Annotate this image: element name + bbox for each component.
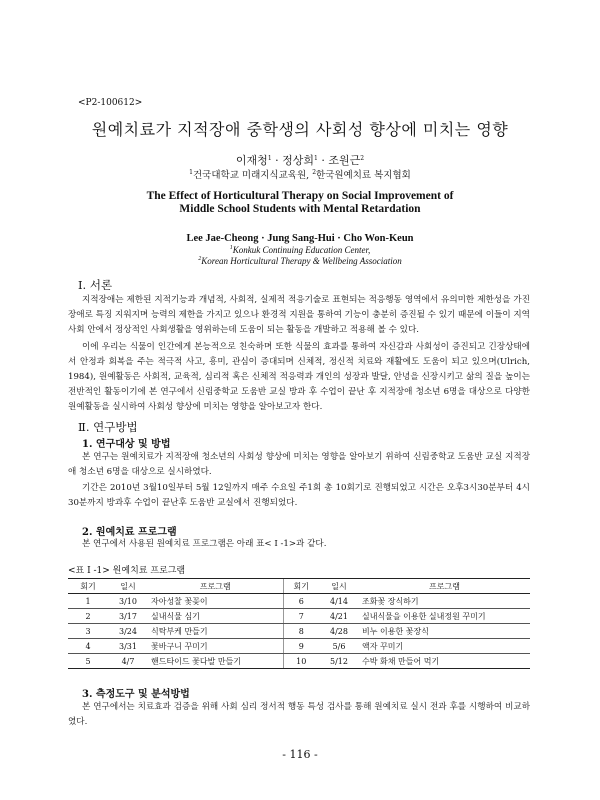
table-cell: 7: [283, 609, 319, 624]
table-cell: 4: [68, 639, 108, 654]
table-cell: 비누 이용한 꽃장식: [359, 624, 530, 639]
table-cell: 핸드타이드 꽃다발 만들기: [148, 654, 283, 669]
author-name: 정상희: [282, 154, 315, 167]
affil-sup: 1: [189, 169, 193, 176]
affil-text: Konkuk Continuing Education Center,: [232, 245, 371, 255]
table-cell: 9: [283, 639, 319, 654]
table-cell: 3/10: [108, 594, 148, 609]
program-table: [68, 578, 530, 669]
table-cell: 4/14: [319, 594, 359, 609]
affil-text: 건국대학교 미래지식교육원,: [193, 170, 313, 181]
table-row: [68, 624, 530, 639]
affil-sup: 2: [312, 169, 317, 176]
table-cell: 수박 화채 만들어 먹기: [359, 654, 530, 669]
korean-authors: 이재청$^1$ · 정상희$^1$ · 조원근$^2$: [235, 154, 365, 167]
page-number: - 116 -: [282, 748, 318, 761]
table-row: [68, 639, 530, 654]
author-name: 이재청: [235, 154, 268, 167]
table-cell: 3/31: [108, 639, 148, 654]
table-cell: 8: [283, 624, 319, 639]
table-row: [68, 594, 530, 609]
table-cell: 4/21: [319, 609, 359, 624]
author-sup: 2: [360, 155, 365, 162]
table-cell: 1: [68, 594, 108, 609]
table-header-row: [68, 579, 530, 594]
korean-affiliations: [0, 167, 600, 181]
english-authors: Lee Jae-Cheong · Jung Sang-Hui · Cho Won-Keun: [186, 233, 414, 244]
affil-sup: 2: [198, 256, 202, 262]
subsection-heading-measurement: 3. 측정도구 및 분석방법: [82, 689, 190, 700]
table-header-cell: 일시: [108, 579, 148, 594]
table-cell: 꽃바구니 꾸미기: [148, 639, 283, 654]
intro-paragraph-1: 지적장애는 제한된 지적기능과 개념적, 사회적, 실제적 적응기술로 표현되는 적응행동 영역에서 유의미한 제한성을 가진 장애로 특징 지워지며 능력의 제한을 가지고 있으나 환경적 지원을 통하여 기능이 충분히 증진될 수 있기 때문에 이들이 지역사회 안에서 정상적인 사회생활을 영위하는데 도움이 되는 활동을 개발하고 적용해 볼 수 있다.: [68, 295, 530, 335]
intro-paragraph-2: 이에 우리는 식물이 인간에게 본능적으로 친숙하며 또한 식물의 효과를 통하여 자신감과 사회성이 증진되고 긴장상태에서 안정과 회복을 주는 적극적 사고, 흥미, 관심이 증대되며 신체적, 정신적 치료와 재활에도 도움이 되고 있으며(Ulrich, 1984), 원예활동은 사회적, 교육적, 심리적 혹은 신체적 적응력과 개인의 성장과 발달, 안녕을 신장시키고 삶의 질을 높이는 전반적인 활동이기에 본 연구에서 신림중학교 도움반 교실 방과 후 수업이 끝난 후 지적장애 청소년 6명을 대상으로 다양한 원예활동을 실시하여 사회성 향상에 미치는 영향을 알아보고자 한다.: [68, 342, 530, 412]
subsection-heading-subjects: 1. 연구대상 및 방법: [82, 439, 171, 450]
table-cell: 5: [68, 654, 108, 669]
author-sup: 1: [314, 155, 318, 162]
table-cell: 액자 꾸미기: [359, 639, 530, 654]
table-cell: 10: [283, 654, 319, 669]
table-cell: 3: [68, 624, 108, 639]
table-cell: 5/6: [319, 639, 359, 654]
english-title-line: The Effect of Horticultural Therapy on Social Improvement of: [146, 190, 454, 202]
table-cell: 조화꽃 장식하기: [359, 594, 530, 609]
table-cell: 4/7: [108, 654, 148, 669]
table-cell: 3/17: [108, 609, 148, 624]
table-cell: 실내식물 심기: [148, 609, 283, 624]
section-heading-methods: Ⅱ. 연구방법: [78, 420, 138, 434]
table-caption: <표 I -1> 원예치료 프로그램: [68, 566, 186, 576]
author-sup: 1: [267, 155, 272, 162]
table-cell: 식탁부케 만들기: [148, 624, 283, 639]
table-cell: 자아성찰 꽃꽂이: [148, 594, 283, 609]
paper-code: <P2-100612>: [78, 98, 143, 108]
methods-paragraph-2: 기간은 2010년 3월10일부터 5월 12일까지 매주 수요일 주1회 총 10회기로 진행되었고 시간은 오후3시30분부터 4시 30분까지 방과후 수업이 끝난후 도움반 교실에서 진행되었다.: [68, 483, 530, 508]
program-paragraph: 본 연구에서 사용된 원예치료 프로그램은 아래 표< I -1>과 같다.: [82, 539, 327, 549]
affil-sup: 1: [229, 245, 233, 251]
english-affiliations: [0, 245, 600, 267]
section-heading-introduction: Ⅰ. 서론: [78, 278, 113, 292]
table-row: [68, 654, 530, 669]
subsection-heading-program: 2. 원예치료 프로그램: [82, 527, 177, 538]
table-header-cell: 회기: [283, 579, 319, 594]
table-header-cell: 일시: [319, 579, 359, 594]
table-row: [68, 609, 530, 624]
english-title: [0, 190, 600, 216]
measurement-paragraph: 본 연구에서는 치료효과 검증을 위해 사회 심리 정서적 행동 특성 검사를 통해 원예치료 실시 전과 후를 시행하여 비교하였다.: [68, 702, 530, 727]
korean-title: 원예치료가 지적장애 중학생의 사회성 향상에 미치는 영향: [91, 120, 509, 139]
english-title-line: Middle School Students with Mental Retardation: [179, 203, 421, 215]
table-cell: 5/12: [319, 654, 359, 669]
table-cell: 실내식물을 이용한 실내정원 꾸미기: [359, 609, 530, 624]
table-header-cell: 프로그램: [148, 579, 283, 594]
table-cell: 3/24: [108, 624, 148, 639]
table-cell: 6: [283, 594, 319, 609]
affil-text: Korean Horticultural Therapy & Wellbeing Association: [201, 256, 402, 266]
table-header-cell: 회기: [68, 579, 108, 594]
methods-paragraph-1: 본 연구는 원예치료가 지적장애 청소년의 사회성 향상에 미치는 영향을 알아보기 위하여 신림중학교 도움반 교실 지적장애 청소년 6명을 대상으로 실시하였다.: [68, 452, 530, 477]
affil-text: 한국원예치료 복지협회: [316, 170, 411, 181]
table-cell: 4/28: [319, 624, 359, 639]
author-name: 조원근: [328, 154, 361, 167]
table-header-cell: 프로그램: [359, 579, 530, 594]
table-cell: 2: [68, 609, 108, 624]
